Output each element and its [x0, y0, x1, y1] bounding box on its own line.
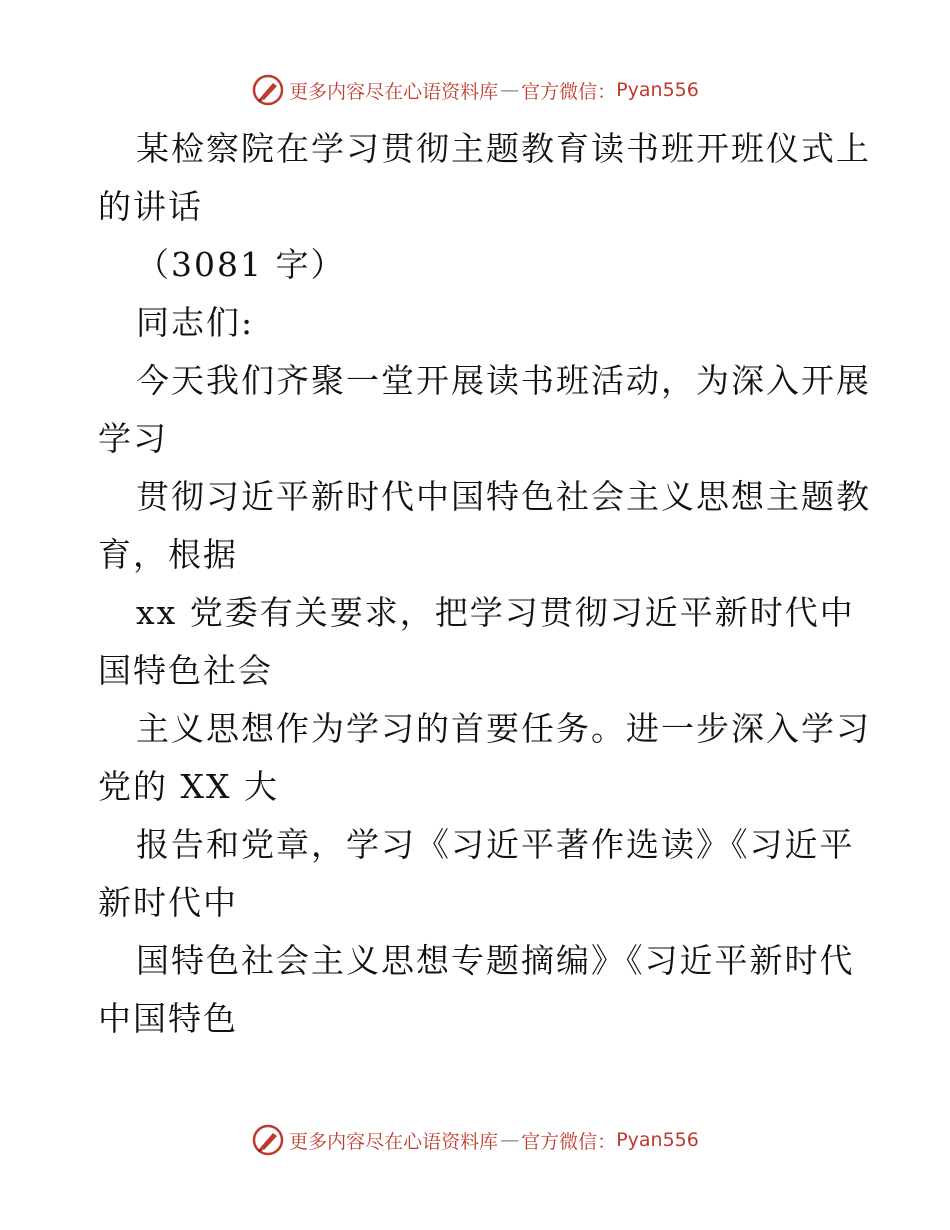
paragraph-line: 新时代中 — [98, 883, 238, 922]
paragraph-line: 国特色社会 — [98, 651, 273, 690]
pen-logo-icon — [251, 1123, 285, 1157]
document-title-line-2: 的讲话 — [98, 187, 203, 226]
paragraph-line: 贯彻习近平新时代中国特色社会主义思想主题教 — [136, 477, 871, 516]
watermark-separator: — — [500, 1129, 520, 1151]
paragraph-line: 报告和党章，学习《习近平著作选读》《习近平 — [136, 825, 855, 864]
watermark-wechat-label: 官方微信： — [521, 80, 617, 103]
watermark-text: 更多内容尽在心语资料库 — [289, 1130, 499, 1153]
document-body — [98, 120, 871, 1048]
word-count: （3081 字） — [136, 245, 346, 284]
header-watermark — [0, 70, 950, 110]
paragraph-line: 主义思想作为学习的首要任务。进一步深入学习 — [136, 709, 871, 748]
watermark-text: 更多内容尽在心语资料库 — [289, 80, 499, 103]
pen-logo-icon — [251, 73, 285, 107]
document-title-line-1: 某检察院在学习贯彻主题教育读书班开班仪式上 — [136, 129, 871, 168]
paragraph-line: 学习 — [98, 419, 168, 458]
watermark-wechat-id: Pyan556 — [616, 1129, 699, 1151]
paragraph-line: 育，根据 — [98, 535, 238, 574]
salutation: 同志们: — [136, 303, 255, 342]
paragraph-line: 国特色社会主义思想专题摘编》《习近平新时代 — [136, 941, 855, 980]
paragraph-line: 党的 XX 大 — [98, 767, 279, 806]
paragraph-line: 中国特色 — [98, 999, 238, 1038]
paragraph-line: xx 党委有关要求，把学习贯彻习近平新时代中 — [136, 593, 855, 632]
watermark-wechat-id: Pyan556 — [616, 79, 699, 101]
watermark-separator: — — [500, 79, 520, 101]
paragraph-line: 今天我们齐聚一堂开展读书班活动，为深入开展 — [136, 361, 871, 400]
watermark-wechat-label: 官方微信： — [521, 1130, 617, 1153]
footer-watermark — [0, 1120, 950, 1160]
